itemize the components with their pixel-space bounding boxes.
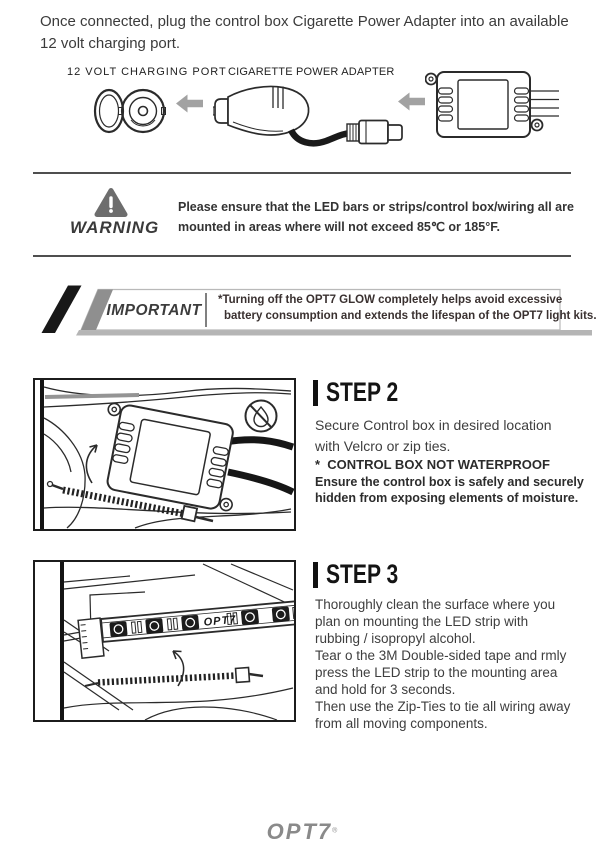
step2-body: Secure Control box in desired location with Velcro or zip ties. (315, 417, 552, 454)
step2-illustration (33, 378, 296, 531)
no-water-icon (246, 401, 277, 432)
intro-text: Once connected, plug the control box Cigarette Power Adapter into an available 12 volt charging port. (40, 13, 569, 52)
warning-label: WARNING (70, 218, 160, 237)
cigarette-adapter-illustration (213, 78, 403, 148)
divider (33, 255, 571, 257)
divider (33, 172, 571, 174)
control-box-illustration (425, 64, 560, 146)
step3-title-bar (313, 562, 318, 588)
step2-note-title: * CONTROL BOX NOT WATERPROOF (315, 457, 550, 472)
step3-illustration (33, 560, 296, 722)
step2-title-bar (313, 380, 318, 406)
important-text-line1: *Turning off the OPT7 GLOW completely helps avoid excessive (218, 294, 563, 306)
important-label: IMPORTANT (106, 302, 202, 319)
left-arrow-icon (398, 92, 425, 111)
step2-section (313, 379, 598, 529)
footer-logo (0, 819, 604, 845)
important-text-line2: battery consumption and extends the lifespan of the OPT7 light kits. (224, 310, 597, 322)
warning-triangle-icon (94, 187, 128, 218)
step2-title: STEP 2 (326, 377, 399, 407)
step3-body: Thoroughly clean the surface where you plan on mounting the LED strip with rubbing / isopropyl alcohol. Tear o the 3M Double-sided tape and rmly press the LED strip to the mounting area and hold for 3 seconds. Then use the Zip-Ties to tie all wiring away from all moving components. (315, 597, 571, 731)
zip-tie-drawing (85, 668, 263, 686)
warning-text: Please ensure that the LED bars or strips/control box/wiring all are mounted in areas where will not exceed 85℃ or 185°F. (178, 200, 574, 234)
brand-logo: OPT7 (266, 819, 333, 844)
charging-port-label: 12 VOLT CHARGING PORT (67, 66, 227, 78)
step3-section (313, 561, 598, 736)
cigarette-adapter-label: CIGARETTE POWER ADAPTER (228, 66, 395, 78)
led-strip-drawing (101, 601, 294, 642)
strip-brand-text: OPT7 (203, 613, 237, 629)
step3-title: STEP 3 (326, 559, 399, 589)
control-box-drawing (93, 401, 247, 512)
registered-mark: ® (332, 827, 338, 835)
important-banner (0, 285, 604, 337)
step2-note-body: Ensure the control box is safely and securely hidden from exposing elements of moisture. (315, 475, 584, 505)
left-arrow-icon (176, 94, 203, 113)
charging-port-illustration (92, 79, 172, 143)
strip-connector-drawing (78, 618, 104, 658)
